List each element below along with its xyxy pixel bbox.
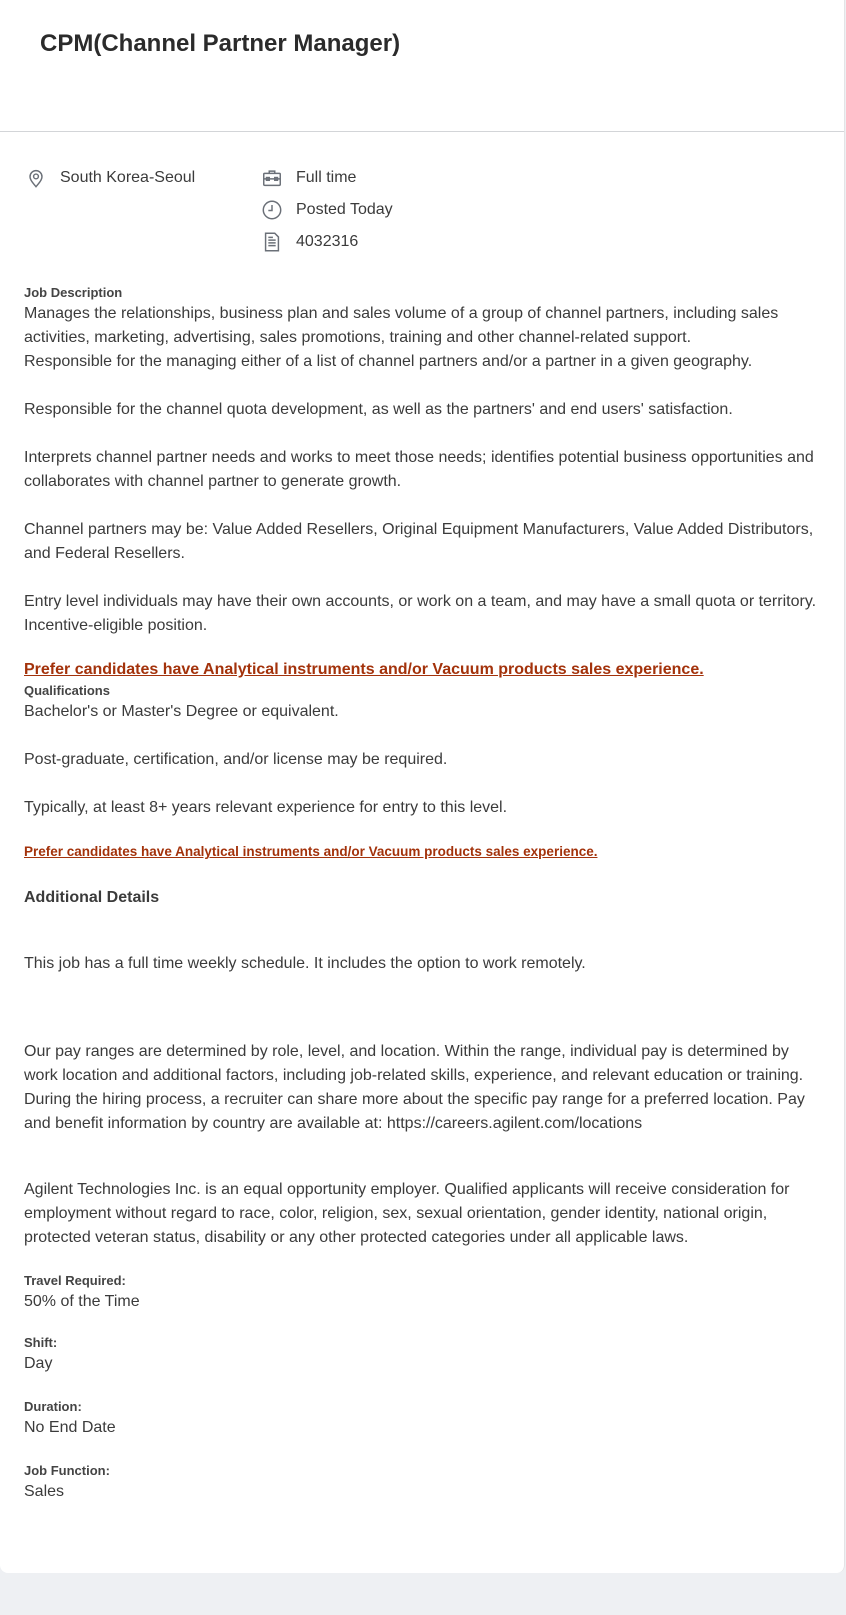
- preferred-experience-highlight: Prefer candidates have Analytical instruments and/or Vacuum products sales experience.: [24, 661, 704, 678]
- map-pin-icon: [24, 166, 48, 190]
- employment-type-item: [260, 162, 356, 194]
- description-paragraph-2: Responsible for the managing either of a list of channel partners and/or a partner in a given geography.: [24, 353, 753, 370]
- duration-label: Duration:: [24, 1399, 82, 1414]
- document-icon: [260, 230, 284, 254]
- location-text: South Korea-Seoul: [60, 169, 196, 186]
- job-title: CPM(Channel Partner Manager): [40, 30, 401, 57]
- description-paragraph-1: Manages the relationships, business plan and sales volume of a group of channel partners, including sales activities, marketing, advertising, sales promotions, training and other channel-related support.: [24, 305, 779, 346]
- description-paragraph-3: Responsible for the channel quota development, as well as the partners' and end users' satisfaction.: [24, 401, 733, 418]
- requisition-id-text: 4032316: [296, 233, 359, 250]
- description-paragraph-5: Channel partners may be: Value Added Resellers, Original Equipment Manufacturers, Value Added Distributors, and Federal Resellers.: [24, 521, 814, 562]
- shift-value: Day: [24, 1355, 53, 1372]
- briefcase-icon: [260, 166, 284, 190]
- pay-text: Our pay ranges are determined by role, level, and location. Within the range, individual pay is determined by work location and additional factors, including job-related skills, experience, and relevant education or training. During the hiring process, a recruiter can share more about the specific pay range for a preferred location. Pay and benefit information by country are available at: https://careers.agilent.com/locations: [24, 1043, 805, 1132]
- qualification-1: Bachelor's or Master's Degree or equivalent.: [24, 703, 339, 720]
- description-paragraph-6: Entry level individuals may have their own accounts, or work on a team, and may have a small quota or territory. Incentive-eligible position.: [24, 593, 817, 634]
- additional-details-heading: Additional Details: [24, 889, 160, 906]
- clock-icon: [260, 198, 284, 222]
- posted-text: Posted Today: [296, 201, 393, 218]
- qualification-3: Typically, at least 8+ years relevant experience for entry to this level.: [24, 799, 508, 816]
- description-paragraph-4: Interprets channel partner needs and works to meet those needs; identifies potential business opportunities and collaborates with channel partner to generate growth.: [24, 449, 814, 490]
- job-function-value: Sales: [24, 1483, 65, 1500]
- schedule-text: This job has a full time weekly schedule. It includes the option to work remotely.: [24, 955, 586, 972]
- posted-item: [260, 194, 393, 226]
- employment-type-text: Full time: [296, 169, 357, 186]
- requisition-item: [260, 226, 358, 258]
- location-item: [24, 162, 195, 194]
- duration-value: No End Date: [24, 1419, 116, 1436]
- qualification-2: Post-graduate, certification, and/or license may be required.: [24, 751, 448, 768]
- job-header: [0, 0, 844, 132]
- job-meta: [0, 162, 845, 262]
- shift-label: Shift:: [24, 1335, 58, 1350]
- job-description-label: Job Description: [24, 285, 123, 300]
- qualifications-highlight: Prefer candidates have Analytical instruments and/or Vacuum products sales experience.: [24, 844, 598, 859]
- job-function-label: Job Function:: [24, 1463, 110, 1478]
- travel-value: 50% of the Time: [24, 1293, 140, 1310]
- eeo-text: Agilent Technologies Inc. is an equal opportunity employer. Qualified applicants will receive consideration for employment without regard to race, color, religion, sex, sexual orientation, gender identity, national origin, protected veteran status, disability or any other protected categories under all applicable laws.: [24, 1181, 790, 1246]
- travel-label: Travel Required:: [24, 1273, 126, 1288]
- job-content: [24, 284, 824, 1504]
- qualifications-label: Qualifications: [24, 683, 110, 698]
